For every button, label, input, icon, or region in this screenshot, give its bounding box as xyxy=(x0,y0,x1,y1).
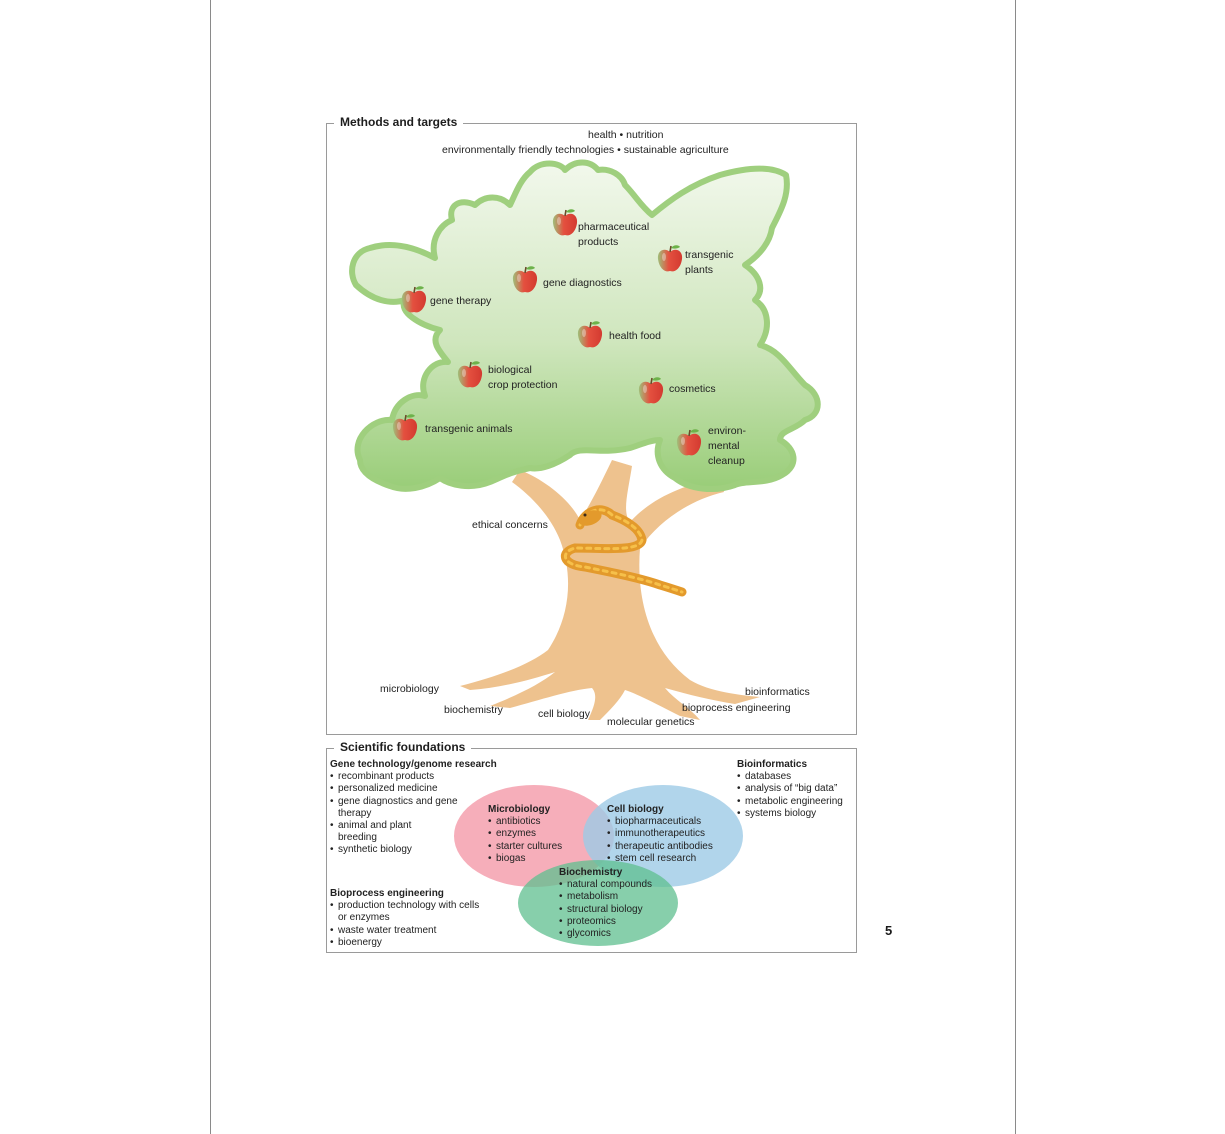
label-cosmetics: cosmetics xyxy=(669,383,716,395)
list-item: • databases xyxy=(737,771,843,783)
goals-line-2: environmentally friendly technologies • sustainable agriculture xyxy=(442,144,729,156)
list-item: • therapeutic antibodies xyxy=(607,841,713,853)
cell-biology-block xyxy=(607,804,713,865)
list-item: • glycomics xyxy=(559,928,652,940)
list-item: • stem cell research xyxy=(607,853,713,865)
list-item: • antibiotics xyxy=(488,816,562,828)
list-item: • starter cultures xyxy=(488,841,562,853)
goals-line-1: health • nutrition xyxy=(588,129,664,141)
root-molecular-genetics: molecular genetics xyxy=(607,716,695,728)
list-item: • metabolic engineering xyxy=(737,796,843,808)
list-item: • recombinant products xyxy=(330,771,497,783)
list-item: • immunotherapeutics xyxy=(607,828,713,840)
page-number: 5 xyxy=(885,923,893,938)
root-cell-biology: cell biology xyxy=(538,708,590,720)
list-item-continuation: breeding xyxy=(338,832,377,844)
list-item: • natural compounds xyxy=(559,879,652,891)
label-transgenic-animals: transgenic animals xyxy=(425,423,513,435)
methods-panel-title: Methods and targets xyxy=(334,115,463,129)
list-item: • systems biology xyxy=(737,808,843,820)
label-ethical-concerns: ethical concerns xyxy=(472,519,548,531)
gene-technology-heading: Gene technology/genome research xyxy=(330,759,497,770)
list-item: • bioenergy xyxy=(330,937,479,949)
list-item: • biopharmaceuticals xyxy=(607,816,713,828)
label-biological: biological xyxy=(488,364,532,376)
root-biochemistry: biochemistry xyxy=(444,704,503,716)
list-item: • proteomics xyxy=(559,916,652,928)
label-gene-therapy: gene therapy xyxy=(430,295,492,307)
foundations-panel-title: Scientific foundations xyxy=(334,740,471,754)
cell-biology-heading: Cell biology xyxy=(607,804,664,815)
label-plants: plants xyxy=(685,264,714,276)
label-health-food: health food xyxy=(609,330,661,342)
microbiology-block xyxy=(488,804,562,865)
bioprocess-heading: Bioprocess engineering xyxy=(330,888,444,899)
list-item-continuation: therapy xyxy=(338,807,372,819)
label-products: products xyxy=(578,236,619,248)
label-crop-protection: crop protection xyxy=(488,379,558,391)
list-item: • synthetic biology xyxy=(330,844,497,856)
list-item: • metabolism xyxy=(559,891,652,903)
list-item: • waste water treatment xyxy=(330,925,479,937)
label-transgenic: transgenic xyxy=(685,249,734,261)
list-item: • analysis of “big data” xyxy=(737,783,843,795)
root-bioprocess-engineering: bioprocess engineering xyxy=(682,702,791,714)
list-item: • personalized medicine xyxy=(330,783,497,795)
root-bioinformatics: bioinformatics xyxy=(745,686,810,698)
bioinformatics-heading: Bioinformatics xyxy=(737,759,808,770)
label-environ: environ- xyxy=(708,425,746,437)
label-gene-diagnostics: gene diagnostics xyxy=(543,277,622,289)
label-cleanup: cleanup xyxy=(708,455,745,467)
list-item: • biogas xyxy=(488,853,562,865)
list-item: • enzymes xyxy=(488,828,562,840)
gene-technology-block xyxy=(330,759,497,857)
label-pharmaceutical: pharmaceutical xyxy=(578,221,650,233)
label-mental: mental xyxy=(708,440,740,452)
microbiology-heading: Microbiology xyxy=(488,804,551,815)
list-item: • production technology with cells xyxy=(330,900,479,912)
bioinformatics-block xyxy=(737,759,843,820)
list-item-continuation: or enzymes xyxy=(338,912,390,924)
list-item: • structural biology xyxy=(559,904,652,916)
biochemistry-heading: Biochemistry xyxy=(559,867,623,878)
root-microbiology: microbiology xyxy=(380,683,439,695)
list-item: • gene diagnostics and gene xyxy=(330,796,497,808)
bioprocess-block xyxy=(330,888,479,949)
list-item: • animal and plant xyxy=(330,820,497,832)
biochemistry-block xyxy=(559,867,652,940)
